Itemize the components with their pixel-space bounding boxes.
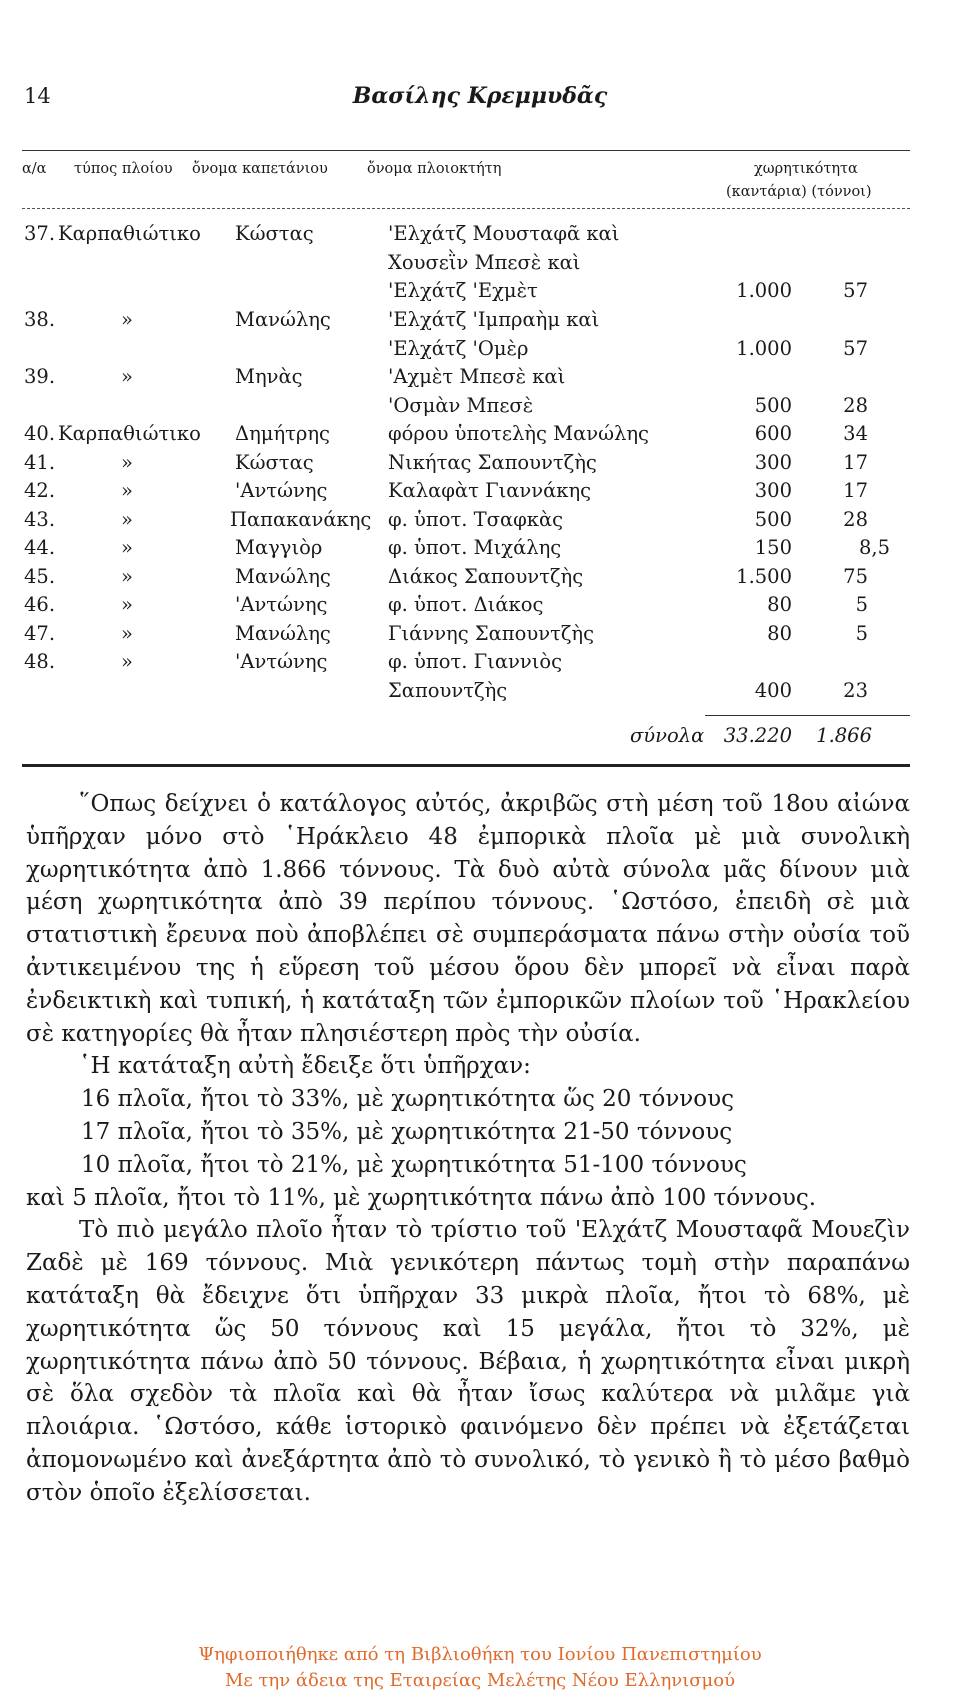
stat-line: 17 πλοῖα, ἤτοι τὸ 35%, μὲ χωρητικότητα 21-50 τόννους <box>81 1118 733 1145</box>
cell-owner: 'Ελχάτζ 'Ιμπραὴμ καὶ <box>388 308 600 331</box>
table-top-rule <box>22 150 910 151</box>
cell-type: » <box>121 508 133 531</box>
cell-owner: Διάκος Σαπουντζὴς <box>388 565 584 588</box>
cell-owner: Χουσεῒν Μπεσὲ καὶ <box>388 251 581 274</box>
cell-no: 48. <box>24 650 56 673</box>
paragraph: ῞Οπως δείχνει ὁ κατάλογος αὐτός, ἀκριβῶς στὴ μέση τοῦ 18ου αἰώνα ὑπῆρχαν μόνο στὸ ῾Ηράκλειο 48 ἐμπορικὰ πλοῖα μὲ μιὰ συνολικὴ χωρητικότητα ἀπὸ 1.866 τόννους. Τὰ δυὸ αὐτὰ σύνολα μᾶς δίνουν μιὰ μέση χωρητικότητα ἀπὸ 39 περίπου τόννους. ῾Ωστόσο, ἐπειδὴ σὲ μιὰ στατιστικὴ ἔρευνα ποὺ ἀποβλέπει σὲ συμπεράσματα πάνω στὴν οὐσία τοῦ ἀντικειμένου της ἡ εὕρεση τοῦ μέσου ὅρου δὲν μπορεῖ νὰ εἶναι παρὰ ἐνδεικτικὴ καὶ τυπική, ἡ κατάταξη τῶν ἐμπορικῶν πλοίων τοῦ ῾Ηρακλείου σὲ κατηγορίες θὰ ἦταν πλησιέστερη πρὸς τὴν οὐσία. <box>26 791 910 1047</box>
cell-type: » <box>121 536 133 559</box>
page-number: 14 <box>24 84 51 108</box>
cell-owner: Γιάννης Σαπουντζὴς <box>388 622 595 645</box>
col-header-capacity-units: (καντάρια) (τόννοι) <box>726 184 872 200</box>
totals-rule <box>705 715 910 716</box>
cell-owner: Νικήτας Σαπουντζὴς <box>388 451 597 474</box>
table-header-rule <box>22 208 910 209</box>
cell-type: Καρπαθιώτικο <box>58 422 201 445</box>
cell-kantaria: 150 <box>754 536 792 559</box>
cell-owner: 'Ελχάτζ 'Ομὲρ <box>388 337 529 360</box>
cell-kantaria: 1.500 <box>736 565 792 588</box>
cell-kantaria: 500 <box>754 394 792 417</box>
cell-owner: φόρου ὑποτελὴς Μανώλης <box>388 422 649 445</box>
cell-captain: Μανώλης <box>235 308 331 331</box>
cell-kantaria: 80 <box>767 622 792 645</box>
cell-captain: Κώστας <box>235 222 314 245</box>
cell-captain: 'Αντώνης <box>235 593 328 616</box>
cell-no: 37. <box>24 222 56 245</box>
cell-type: » <box>121 650 133 673</box>
paragraph: ῾Η κατάταξη αὐτὴ ἔδειξε ὅτι ὑπῆρχαν: <box>79 1053 531 1080</box>
stat-line: 16 πλοῖα, ἤτοι τὸ 33%, μὲ χωρητικότητα ὥς 20 τόννους <box>81 1086 734 1113</box>
col-header-owner: ὄνομα πλοιοκτήτη <box>367 161 502 177</box>
col-header-capacity: χωρητικότητα <box>754 161 858 177</box>
totals-tons: 1.866 <box>816 724 872 747</box>
cell-captain: Μηνὰς <box>235 365 303 388</box>
cell-type: » <box>121 451 133 474</box>
cell-kantaria: 600 <box>754 422 792 445</box>
cell-tons: 34 <box>843 422 868 445</box>
cell-kantaria: 400 <box>754 679 792 702</box>
cell-captain: 'Αντώνης <box>235 479 328 502</box>
cell-no: 47. <box>24 622 56 645</box>
cell-no: 42. <box>24 479 56 502</box>
cell-no: 41. <box>24 451 56 474</box>
cell-owner: 'Οσμὰν Μπεσὲ <box>388 394 534 417</box>
cell-captain: Μανώλης <box>235 565 331 588</box>
stat-line: καὶ 5 πλοῖα, ἤτοι τὸ 11%, μὲ χωρητικότητα πάνω ἀπὸ 100 τόννους. <box>26 1184 817 1211</box>
cell-owner: 'Ελχάτζ Μουσταφᾶ καὶ <box>388 222 620 245</box>
cell-tons: 23 <box>843 679 868 702</box>
cell-tons: 28 <box>843 394 868 417</box>
running-head: Βασίλης Κρεμμυδᾶς <box>352 83 608 109</box>
cell-owner: 'Αχμὲτ Μπεσὲ καὶ <box>388 365 566 388</box>
totals-label: σύνολα <box>630 724 705 747</box>
cell-owner: Καλαφὰτ Γιαννάκης <box>388 479 592 502</box>
cell-tons: 75 <box>843 565 868 588</box>
cell-owner: Σαπουντζὴς <box>388 679 508 702</box>
totals-kantaria: 33.220 <box>723 724 792 747</box>
cell-kantaria: 300 <box>754 479 792 502</box>
cell-no: 45. <box>24 565 56 588</box>
col-header-index: α/α <box>22 161 47 177</box>
cell-captain: Μανώλης <box>235 622 331 645</box>
cell-kantaria: 80 <box>767 593 792 616</box>
footer-line-1: Ψηφιοποιήθηκε από τη Βιβλιοθήκη του Ιονίου Πανεπιστημίου <box>198 1644 762 1665</box>
cell-type: Καρπαθιώτικο <box>58 222 201 245</box>
cell-no: 38. <box>24 308 56 331</box>
cell-captain: Δημήτρης <box>235 422 330 445</box>
cell-owner: 'Ελχάτζ 'Εχμὲτ <box>388 279 538 302</box>
cell-kantaria: 1.000 <box>736 279 792 302</box>
col-header-captain: ὄνομα καπετάνιου <box>192 161 328 177</box>
cell-captain: Μαγγιὸρ <box>235 536 323 559</box>
cell-no: 43. <box>24 508 56 531</box>
cell-captain: Παπακανάκης <box>230 508 372 531</box>
body-text <box>26 788 910 1510</box>
cell-tons: 57 <box>843 337 868 360</box>
cell-tons: 28 <box>843 508 868 531</box>
cell-tons: 57 <box>843 279 868 302</box>
paragraph: Τὸ πιὸ μεγάλο πλοῖο ἦταν τὸ τρίστιο τοῦ 'Ελχάτζ Μουσταφᾶ Μουεζὶν Ζαδὲ μὲ 169 τόννους. Μιὰ γενικότερη πάντως τομὴ στὴν παραπάνω κατάταξη θὰ ἔδειχνε ὅτι ὑπῆρχαν 33 μικρὰ πλοῖα, ἤτοι τὸ 68%, μὲ χωρητικότητα ὥς 50 τόννους καὶ 15 μεγάλα, ἤτοι τὸ 32%, μὲ χωρητικότητα πάνω ἀπὸ 50 τόννους. Βέβαια, ἡ χωρητικότητα εἶναι μικρὴ σὲ ὅλα σχεδὸν τὰ πλοῖα καὶ θὰ ἦταν ἴσως καλύτερα νὰ μιλᾶμε γιὰ πλοιάρια. ῾Ωστόσο, κάθε ἱστορικὸ φαινόμενο δὲν πρέπει νὰ ἐξετάζεται ἀπομονωμένο καὶ ἀνεξάρτητα ἀπὸ τὸ συνολικό, τὸ γενικὸ ἢ τὸ μέσο βαθμὸ στὸν ὁποῖο ἐξελίσσεται. <box>26 1217 910 1506</box>
cell-tons: 17 <box>843 479 868 502</box>
cell-tons: 8,5 <box>858 536 890 559</box>
cell-tons: 17 <box>843 451 868 474</box>
cell-no: 44. <box>24 536 56 559</box>
footer-line-2: Με την άδεια της Εταιρείας Μελέτης Νέου Ελληνισμού <box>224 1670 736 1691</box>
cell-owner: φ. ὑποτ. Διάκος <box>388 593 544 616</box>
cell-type: » <box>121 622 133 645</box>
cell-type: » <box>121 308 133 331</box>
cell-owner: φ. ὑποτ. Γιαννιὸς <box>388 650 563 673</box>
cell-kantaria: 1.000 <box>736 337 792 360</box>
col-header-ship-type: τύπος πλοίου <box>74 161 173 177</box>
table-bottom-rule <box>22 764 910 767</box>
cell-owner: φ. ὑποτ. Μιχάλης <box>388 536 562 559</box>
cell-no: 46. <box>24 593 56 616</box>
cell-captain: 'Αντώνης <box>235 650 328 673</box>
cell-tons: 5 <box>855 593 868 616</box>
cell-tons: 5 <box>855 622 868 645</box>
cell-type: » <box>121 565 133 588</box>
cell-kantaria: 500 <box>754 508 792 531</box>
cell-owner: φ. ὑποτ. Τσαφκὰς <box>388 508 564 531</box>
cell-type: » <box>121 479 133 502</box>
cell-kantaria: 300 <box>754 451 792 474</box>
cell-captain: Κώστας <box>235 451 314 474</box>
cell-type: » <box>121 593 133 616</box>
cell-no: 39. <box>24 365 56 388</box>
cell-type: » <box>121 365 133 388</box>
stat-line: 10 πλοῖα, ἤτοι τὸ 21%, μὲ χωρητικότητα 51-100 τόννους <box>81 1151 747 1178</box>
cell-no: 40. <box>24 422 56 445</box>
